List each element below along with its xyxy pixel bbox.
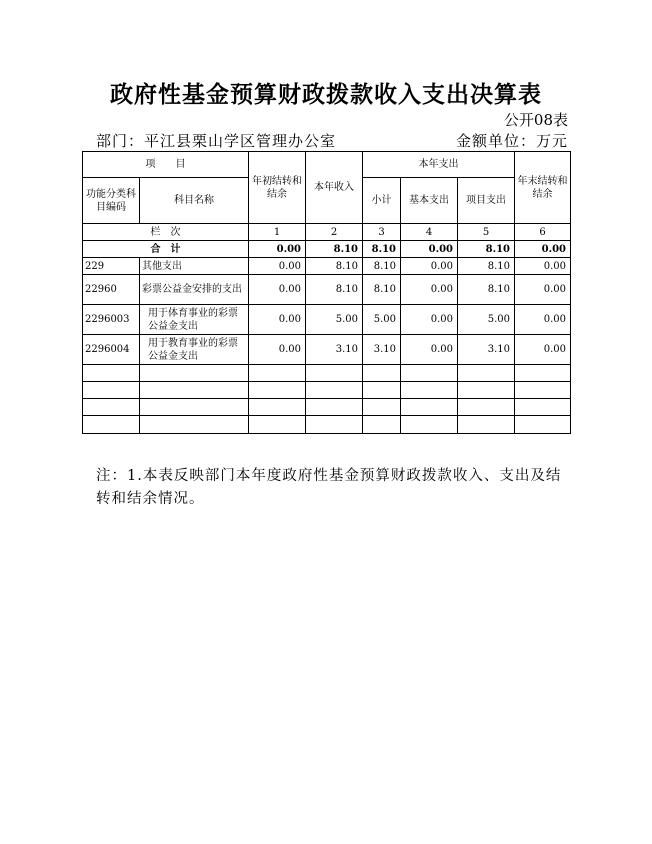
total-label: 合 计 <box>83 241 249 258</box>
row-value: 0.00 <box>401 305 458 335</box>
footnote: 注：1.本表反映部门本年度政府性基金预算财政拨款收入、支出及结转和结余情况。 <box>96 468 562 507</box>
table-row <box>83 275 571 305</box>
row-value: 8.10 <box>458 275 515 305</box>
col-number: 3 <box>363 224 401 241</box>
total-value: 8.10 <box>458 241 515 258</box>
row-value: 0.00 <box>515 335 571 365</box>
page-title: 政府性基金预算财政拨款收入支出决算表 <box>110 82 542 108</box>
row-value: 0.00 <box>515 275 571 305</box>
row-value: 3.10 <box>306 335 363 365</box>
row-name: 其他支出 <box>140 258 249 275</box>
row-code: 229 <box>83 258 140 275</box>
total-value: 8.10 <box>306 241 363 258</box>
total-value: 0.00 <box>401 241 458 258</box>
header-income: 本年收入 <box>306 152 363 224</box>
header-subtotal: 小计 <box>363 178 401 224</box>
row-value: 8.10 <box>306 258 363 275</box>
empty-row <box>83 365 571 382</box>
table-row <box>83 258 571 275</box>
amount-unit-label: 金额单位：万元 <box>455 132 568 150</box>
header-func-code: 功能分类科目编码 <box>83 178 140 224</box>
row-value: 0.00 <box>401 258 458 275</box>
header-row-1 <box>83 152 571 178</box>
row-value: 3.10 <box>363 335 401 365</box>
department-label: 部门：平江县栗山学区管理办公室 <box>96 132 337 150</box>
row-value: 8.10 <box>306 275 363 305</box>
col-number: 2 <box>306 224 363 241</box>
row-name: 用于教育事业的彩票公益金支出 <box>140 335 249 365</box>
row-value: 0.00 <box>249 305 306 335</box>
header-expense-group: 本年支出 <box>363 152 515 178</box>
table-row <box>83 305 571 335</box>
row-value: 0.00 <box>249 258 306 275</box>
header-project: 项目支出 <box>458 178 515 224</box>
row-value: 8.10 <box>363 258 401 275</box>
col-number: 6 <box>515 224 571 241</box>
total-value: 8.10 <box>363 241 401 258</box>
row-value: 5.00 <box>458 305 515 335</box>
empty-row <box>83 382 571 399</box>
row-value: 0.00 <box>401 335 458 365</box>
header-basic: 基本支出 <box>401 178 458 224</box>
budget-table <box>82 151 571 434</box>
row-value: 0.00 <box>515 305 571 335</box>
row-value: 0.00 <box>401 275 458 305</box>
total-value: 0.00 <box>515 241 571 258</box>
row-value: 0.00 <box>249 335 306 365</box>
row-value: 8.10 <box>363 275 401 305</box>
col-number: 4 <box>401 224 458 241</box>
col-number: 1 <box>249 224 306 241</box>
row-value: 0.00 <box>515 258 571 275</box>
row-code: 2296003 <box>83 305 140 335</box>
row-name: 彩票公益金安排的支出 <box>140 275 249 305</box>
row-code: 22960 <box>83 275 140 305</box>
total-value: 0.00 <box>249 241 306 258</box>
header-subject-name: 科目名称 <box>140 178 249 224</box>
header-begin-balance: 年初结转和结余 <box>249 152 306 224</box>
row-value: 5.00 <box>363 305 401 335</box>
col-number: 5 <box>458 224 515 241</box>
column-number-row <box>83 224 571 241</box>
row-code: 2296004 <box>83 335 140 365</box>
header-item: 项 目 <box>83 152 249 178</box>
empty-row <box>83 416 571 434</box>
header-end-balance: 年末结转和结余 <box>515 152 571 224</box>
row-name: 用于体育事业的彩票公益金支出 <box>140 305 249 335</box>
row-value: 3.10 <box>458 335 515 365</box>
row-value: 5.00 <box>306 305 363 335</box>
total-row <box>83 241 571 258</box>
empty-row <box>83 399 571 416</box>
row-value: 0.00 <box>249 275 306 305</box>
table-code: 公开08表 <box>503 111 568 129</box>
table-row <box>83 335 571 365</box>
row-value: 8.10 <box>458 258 515 275</box>
column-label: 栏 次 <box>83 224 249 241</box>
